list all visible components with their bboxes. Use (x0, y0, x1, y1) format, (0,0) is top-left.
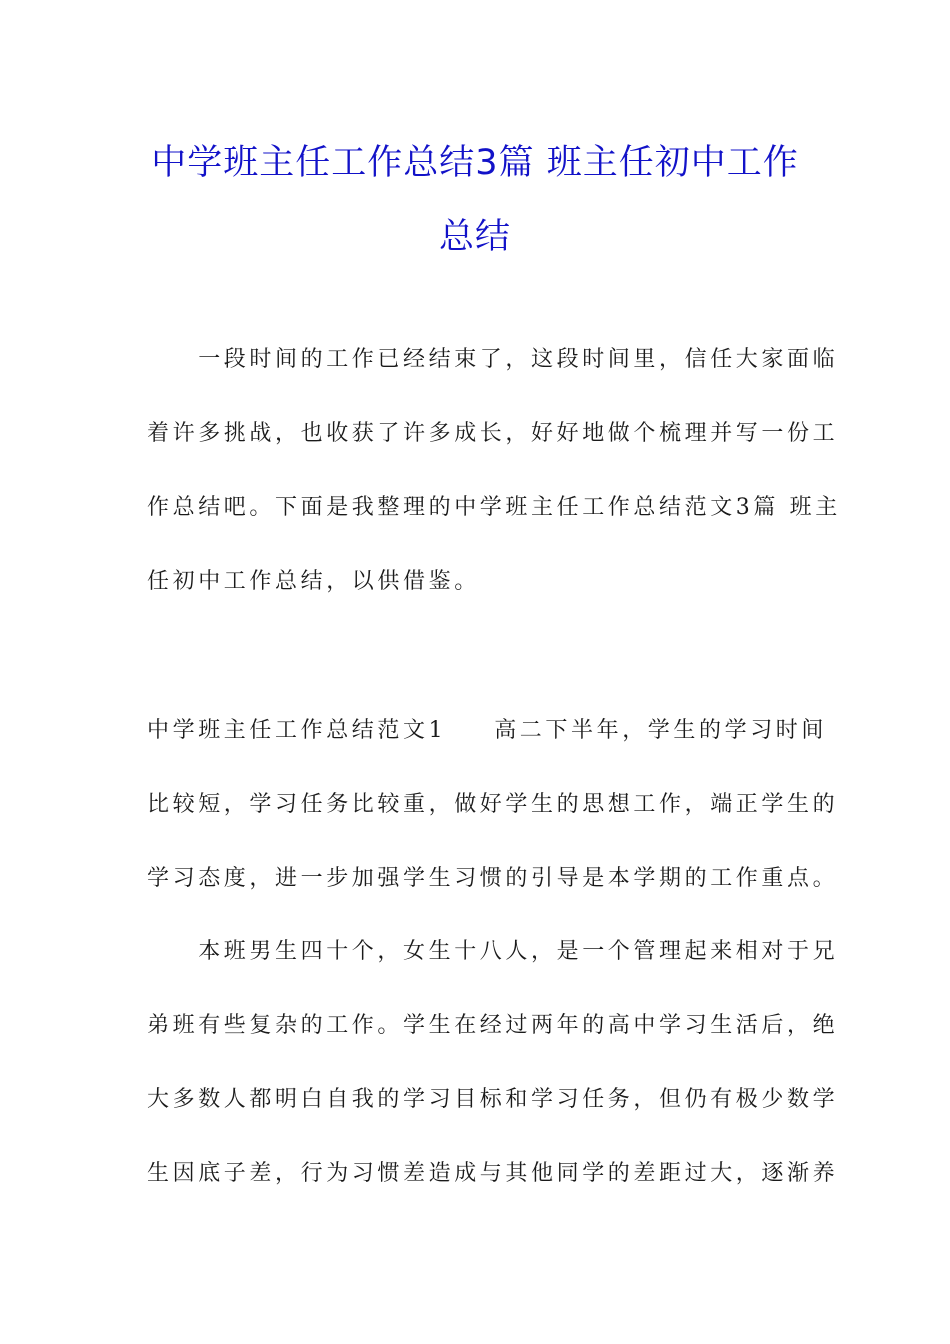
class-description-line: 本班男生四十个，女生十八人，是一个管理起来相对于兄 (147, 939, 839, 964)
section-1-line: 学习态度，进一步加强学生习惯的引导是本学期的工作重点。 (147, 866, 839, 891)
class-description-line: 大多数人都明白自我的学习目标和学习任务，但仍有极少数学 (147, 1087, 839, 1112)
section-1-line: 比较短，学习任务比较重，做好学生的思想工作，端正学生的 (147, 792, 839, 817)
section-1-paragraph (147, 694, 839, 916)
intro-line: 一段时间的工作已经结束了，这段时间里，信任大家面临 (147, 347, 839, 372)
title-line-2: 总结 (438, 217, 511, 257)
intro-line: 着许多挑战，也收获了许多成长，好好地做个梳理并写一份工 (147, 421, 839, 446)
class-description-line: 弟班有些复杂的工作。学生在经过两年的高中学习生活后，绝 (147, 1013, 839, 1038)
section-1-heading: 中学班主任工作总结范文1 (147, 718, 447, 743)
document-title (100, 126, 850, 274)
class-description-line: 生因底子差，行为习惯差造成与其他同学的差距过大，逐渐养 (147, 1161, 839, 1186)
section-1-line: 高二下半年，学生的学习时间 (494, 718, 828, 743)
class-description-paragraph (147, 915, 839, 1211)
section-1-first-line (147, 694, 828, 768)
intro-line: 作总结吧。下面是我整理的中学班主任工作总结范文3篇 班主 (147, 495, 841, 520)
title-line-1: 中学班主任工作总结3篇 班主任初中工作 (151, 143, 799, 183)
intro-paragraph (147, 323, 841, 619)
intro-line: 任初中工作总结，以供借鉴。 (147, 569, 480, 594)
